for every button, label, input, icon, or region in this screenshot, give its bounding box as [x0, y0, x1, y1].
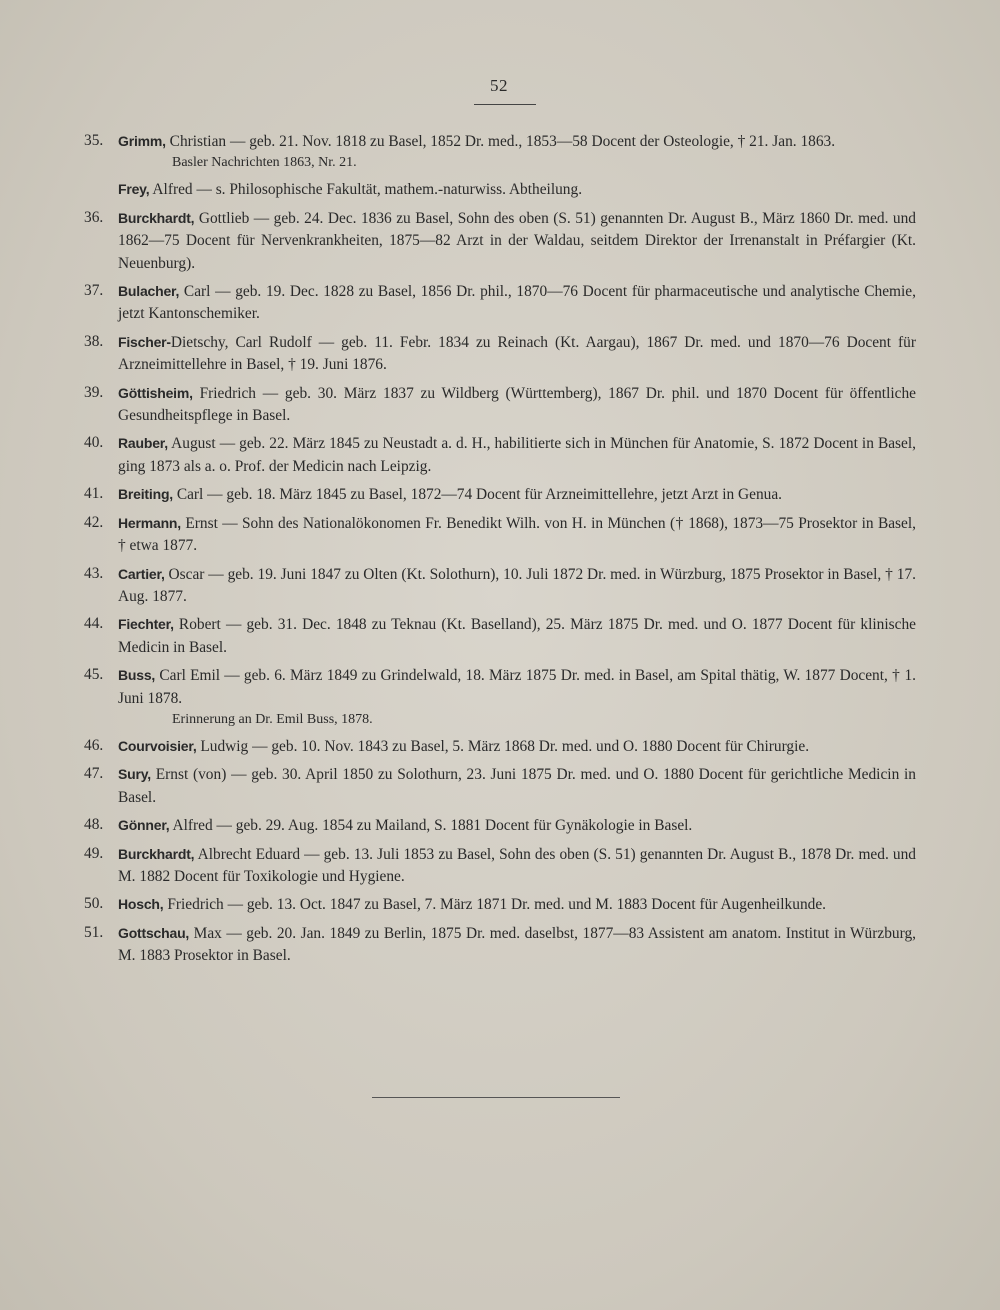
entry-text: Carl Emil — geb. 6. März 1849 zu Grindelwald, 18. März 1875 Dr. med. in Basel, am Spital thätig, W. 1877 Docent, † 1. Juni 1878.: [118, 667, 916, 707]
list-item: [84, 922, 916, 968]
entry-name: Cartier,: [118, 565, 165, 582]
entry-reference: Basler Nachrichten 1863, Nr. 21.: [172, 155, 357, 171]
entry-text: Carl — geb. 19. Dec. 1828 zu Basel, 1856 Dr. phil., 1870—76 Docent für pharmaceutische und analytische Chemie, jetzt Kantonschemiker.: [118, 283, 916, 323]
list-item: [84, 843, 916, 889]
list-item: [84, 512, 916, 558]
entry-name: Hosch,: [118, 896, 164, 913]
entry-text: Carl — geb. 18. März 1845 zu Basel, 1872—74 Docent für Arzneimittellehre, jetzt Arzt in Genua.: [172, 486, 783, 504]
entry-text: Friedrich — geb. 30. März 1837 zu Wildberg (Württemberg), 1867 Dr. phil. und 1870 Docent für öffentliche Gesundheitspflege in Basel.: [118, 384, 916, 425]
list-item: [84, 280, 916, 326]
entry-number: 48.: [84, 816, 104, 834]
list-item: [84, 893, 916, 916]
entry-name: Gottschau,: [118, 924, 190, 941]
list-item: [84, 382, 916, 428]
entry-number: 41.: [84, 485, 104, 503]
list-item: [84, 763, 916, 809]
page-number: 52: [490, 76, 508, 95]
list-item: [84, 735, 916, 758]
entry-text: Carl Rudolf — geb. 11. Febr. 1834 zu Reinach (Kt. Aargau), 1867 Dr. med. und 1870—76 Docent für Arzneimittellehre in Basel, † 19. Juni 1876.: [118, 333, 916, 374]
entry-number: 36.: [84, 208, 104, 226]
entry-name: Grimm,: [118, 133, 166, 149]
list-item: [84, 432, 916, 478]
list-item: [84, 331, 916, 377]
entry-text: Alfred — s. Philosophische Fakultät, mathem.-naturwiss. Abtheilung.: [149, 181, 583, 199]
list-item: [84, 613, 916, 659]
list-item: [84, 814, 916, 837]
entry-number: 42.: [84, 513, 104, 531]
entry-number: 45.: [84, 666, 104, 684]
entry-name: Rauber,: [118, 435, 168, 452]
entry-name: Burckhardt,: [118, 845, 195, 862]
entry-number: 39.: [84, 383, 104, 401]
entry-text: Max — geb. 20. Jan. 1849 zu Berlin, 1875 Dr. med. daselbst, 1877—83 Assistent am anatom. Institut in Würzburg, M. 1883 Prosektor in Basel.: [118, 924, 916, 965]
entry-text: August — geb. 22. März 1845 zu Neustadt a. d. H., habilitierte sich in München für Anatomie, S. 1872 Docent in Basel, ging 1873 als a. o. Prof. der Medicin nach Leipzig.: [118, 435, 916, 475]
entry-name: Bulacher,: [118, 283, 180, 300]
list-item: [84, 664, 916, 730]
entry-text: Alfred — geb. 29. Aug. 1854 zu Mailand, S. 1881 Docent für Gynäkologie in Basel.: [169, 817, 693, 835]
entry-text: Ludwig — geb. 10. Nov. 1843 zu Basel, 5. März 1868 Dr. med. und O. 1880 Docent für Chirurgie.: [196, 737, 810, 755]
entry-text: Robert — geb. 31. Dec. 1848 zu Teknau (Kt. Baselland), 25. März 1875 Dr. med. und O. 1877 Docent für klinische Medicin in Basel.: [118, 616, 916, 656]
entry-text: Friedrich — geb. 13. Oct. 1847 zu Basel, 7. März 1871 Dr. med. und M. 1883 Docent für Augenheilkunde.: [163, 896, 827, 914]
page-number-rule: [474, 104, 536, 105]
list-item: [84, 483, 916, 506]
entry-text: Albrecht Eduard — geb. 13. Juli 1853 zu Basel, Sohn des oben (S. 51) genannten Dr. August B., 1878 Dr. med. und M. 1882 Docent für Toxikologie und Hygiene.: [118, 845, 916, 885]
entry-text: Oscar — geb. 19. Juni 1847 zu Olten (Kt. Solothurn), 10. Juli 1872 Dr. med. in Würzburg, 1875 Prosektor in Basel, † 17. Aug. 1877.: [118, 565, 916, 605]
entry-name: Göttisheim,: [118, 384, 193, 401]
entry-name: Fiechter,: [118, 616, 174, 633]
entry-text: Ernst — Sohn des Nationalökonomen Fr. Benedikt Wilh. von H. in München († 1868), 1873—75 Prosektor in Basel, † etwa 1877.: [118, 514, 916, 555]
entry-name: Buss,: [118, 667, 156, 684]
entry-reference: Erinnerung an Dr. Emil Buss, 1878.: [172, 711, 373, 727]
closing-rule: [372, 1097, 620, 1098]
entry-number: 46.: [84, 736, 104, 754]
entry-name: Frey,: [118, 181, 150, 198]
entry-number: 38.: [84, 332, 104, 350]
entry-number: 51.: [84, 923, 104, 941]
list-item: [84, 207, 916, 275]
entry-text: Gottlieb — geb. 24. Dec. 1836 zu Basel, Sohn des oben (S. 51) genannten Dr. August B., März 1860 Dr. med. und 1862—75 Docent für Nervenkrankheiten, 1875—82 Arzt in der Waldau, seitdem Direktor der Irrenanstalt in Préfargier (Kt. Neuenburg).: [118, 209, 916, 272]
entry-name: Courvoisier,: [118, 737, 197, 754]
entry-text: Christian — geb. 21. Nov. 1818 zu Basel, 1852 Dr. med., 1853—58 Docent der Osteologie, † 21. Jan. 1863.: [165, 133, 836, 150]
entry-name-rest: Dietschy,: [170, 333, 229, 351]
list-item: [84, 178, 916, 201]
list-item: [84, 130, 916, 173]
entry-number: 44.: [84, 615, 104, 633]
entry-number: 35.: [84, 132, 104, 149]
entry-name: Hermann,: [118, 514, 181, 531]
entry-number: 37.: [84, 282, 104, 300]
entry-number: 43.: [84, 564, 104, 582]
entry-text: Ernst (von) — geb. 30. April 1850 zu Solothurn, 23. Juni 1875 Dr. med. und O. 1880 Docent für gerichtliche Medicin in Basel.: [118, 766, 916, 806]
entry-name: Fischer-: [118, 333, 171, 350]
entry-number: 50.: [84, 895, 104, 913]
entry-name: Burckhardt,: [118, 209, 195, 226]
entry-name: Sury,: [118, 766, 151, 783]
entry-name: Gönner,: [118, 817, 170, 834]
list-item: [84, 563, 916, 609]
entry-number: 47.: [84, 765, 104, 783]
entry-number: 40.: [84, 434, 104, 452]
entry-number: 49.: [84, 844, 104, 862]
entry-name: Breiting,: [118, 486, 173, 503]
entry-list: [84, 130, 916, 973]
